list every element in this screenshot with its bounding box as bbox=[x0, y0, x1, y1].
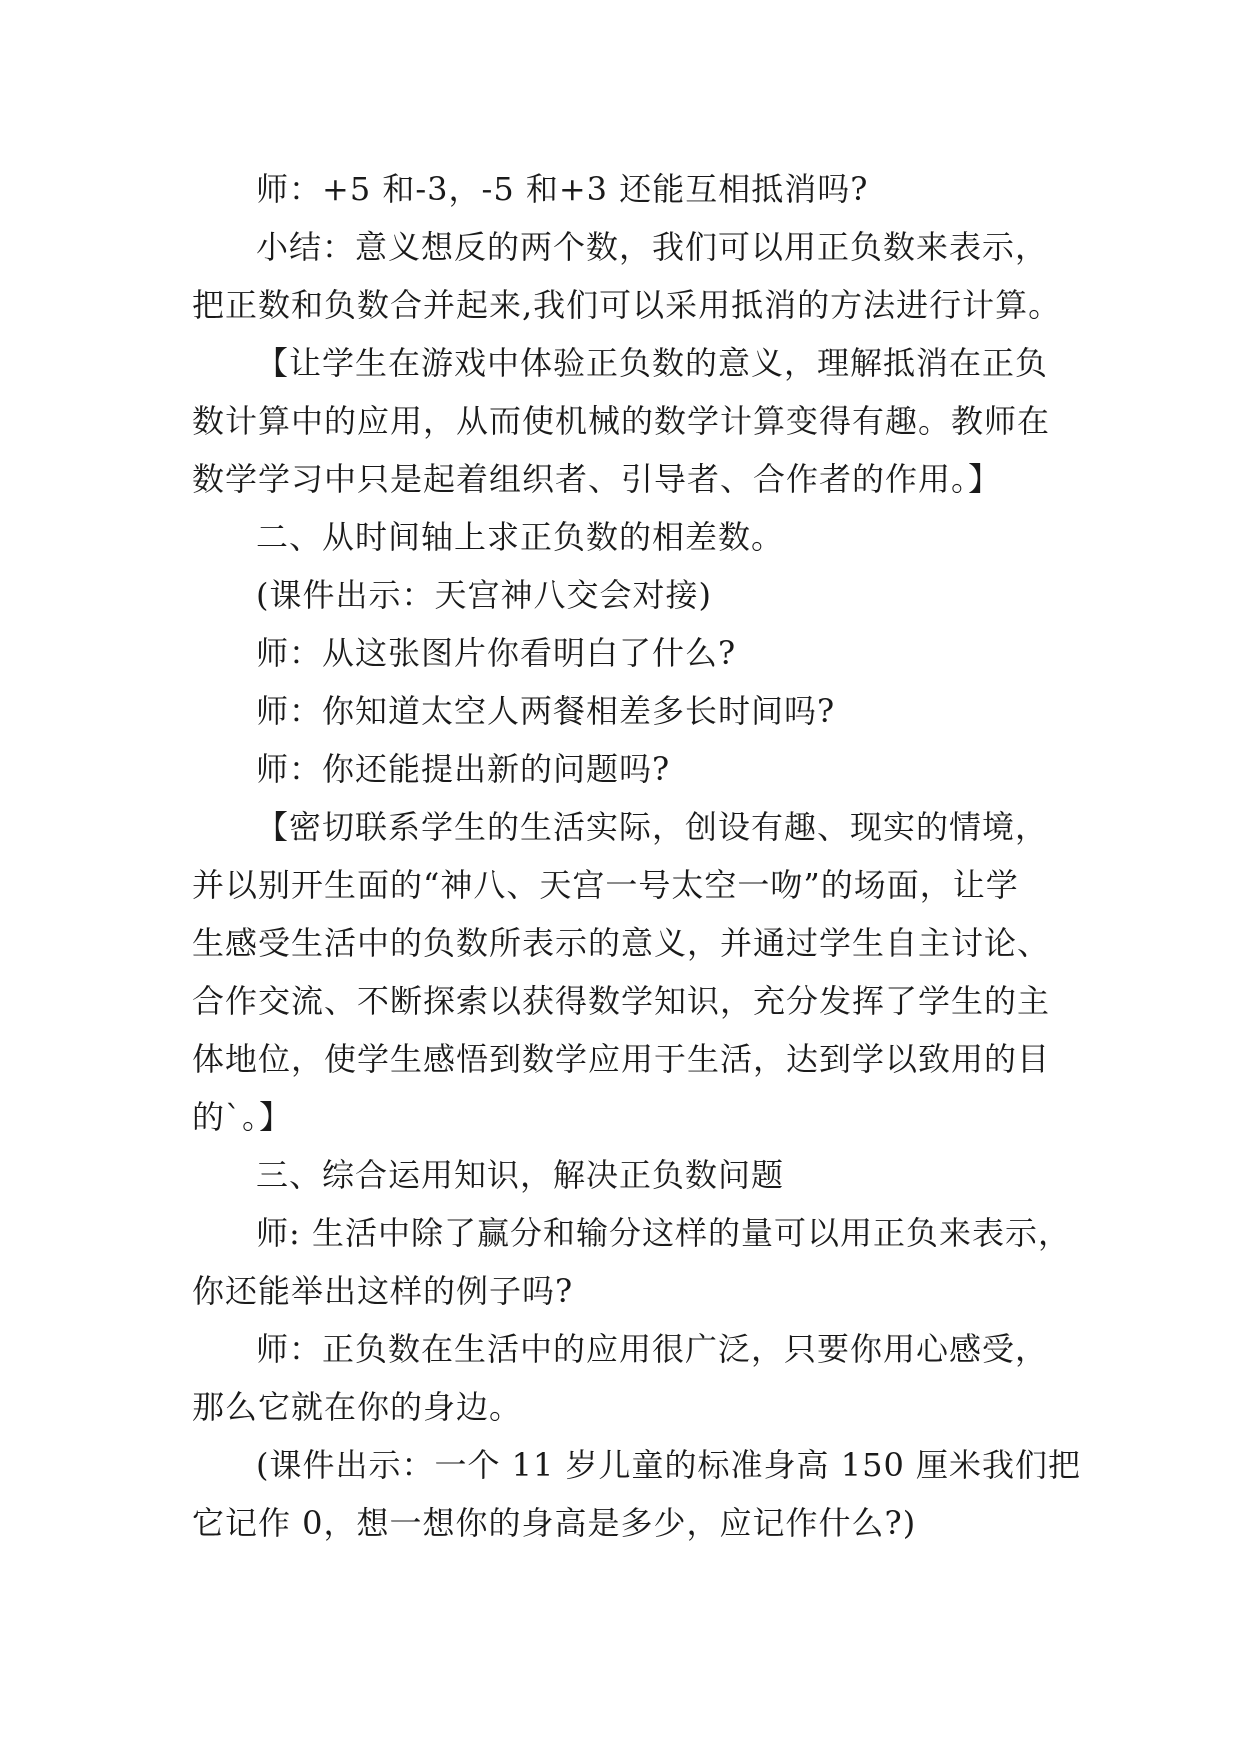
paragraph-teacher-question-examples bbox=[192, 1204, 1082, 1320]
text-line: 的`。】 bbox=[192, 1098, 293, 1136]
text-line: 并以别开生面的“神八、天宫一号太空一吻”的场面，让学 bbox=[192, 866, 1019, 904]
text-line: 【密切联系学生的生活实际，创设有趣、现实的情境， bbox=[256, 808, 1049, 846]
text-line: 生感受生活中的负数所表示的意义，并通过学生自主讨论、 bbox=[192, 924, 1051, 962]
paragraph-teacher-question-offset bbox=[192, 160, 1082, 218]
text-line: 师：+5 和-3，-5 和+3 还能互相抵消吗? bbox=[256, 170, 869, 208]
text-line: 数计算中的应用，从而使机械的数学计算变得有趣。教师在 bbox=[192, 402, 1051, 440]
text-line: 那么它就在你的身边。 bbox=[192, 1388, 523, 1426]
text-line: 【让学生在游戏中体验正负数的意义，理解抵消在正负 bbox=[256, 344, 1049, 382]
paragraph-summary bbox=[192, 218, 1082, 334]
section-heading-3 bbox=[192, 1146, 1082, 1204]
text-line: 三、综合运用知识，解决正负数问题 bbox=[256, 1156, 785, 1194]
section-heading-2 bbox=[192, 508, 1082, 566]
text-line: 体地位，使学生感悟到数学应用于生活，达到学以致用的目 bbox=[192, 1040, 1051, 1078]
paragraph-teacher-question-meals bbox=[192, 682, 1082, 740]
text-line: 数学学习中只是起着组织者、引导者、合作者的作用。】 bbox=[192, 460, 1002, 498]
text-line: 小结：意义想反的两个数，我们可以用正负数来表示， bbox=[256, 228, 1049, 266]
text-line: 把正数和负数合并起来,我们可以采用抵消的方法进行计算。 bbox=[192, 286, 1062, 324]
paragraph-teacher-question-new bbox=[192, 740, 1082, 798]
text-line: 二、从时间轴上求正负数的相差数。 bbox=[256, 518, 785, 556]
document-page bbox=[192, 160, 1082, 1552]
text-line: 合作交流、不断探索以获得数学知识，充分发挥了学生的主 bbox=[192, 982, 1051, 1020]
paragraph-teacher-statement bbox=[192, 1320, 1082, 1436]
paragraph-teacher-question-image bbox=[192, 624, 1082, 682]
text-line: 师：你还能提出新的问题吗? bbox=[256, 750, 671, 788]
text-line: 师：你知道太空人两餐相差多长时间吗? bbox=[256, 692, 836, 730]
paragraph-courseware-1 bbox=[192, 566, 1082, 624]
paragraph-courseware-2 bbox=[192, 1436, 1082, 1552]
paragraph-commentary-1 bbox=[192, 334, 1082, 508]
text-line: 师：从这张图片你看明白了什么? bbox=[256, 634, 737, 672]
text-line: 它记作 0，想一想你的身高是多少，应记作什么?) bbox=[192, 1504, 917, 1542]
text-line: (课件出示：天宫神八交会对接) bbox=[256, 576, 712, 614]
text-line: (课件出示：一个 11 岁儿童的标准身高 150 厘米我们把 bbox=[256, 1446, 1081, 1484]
text-line: 师: 生活中除了赢分和输分这样的量可以用正负来表示， bbox=[256, 1214, 1071, 1252]
text-line: 你还能举出这样的例子吗? bbox=[192, 1272, 574, 1310]
text-line: 师：正负数在生活中的应用很广泛，只要你用心感受， bbox=[256, 1330, 1049, 1368]
paragraph-commentary-2 bbox=[192, 798, 1082, 1146]
